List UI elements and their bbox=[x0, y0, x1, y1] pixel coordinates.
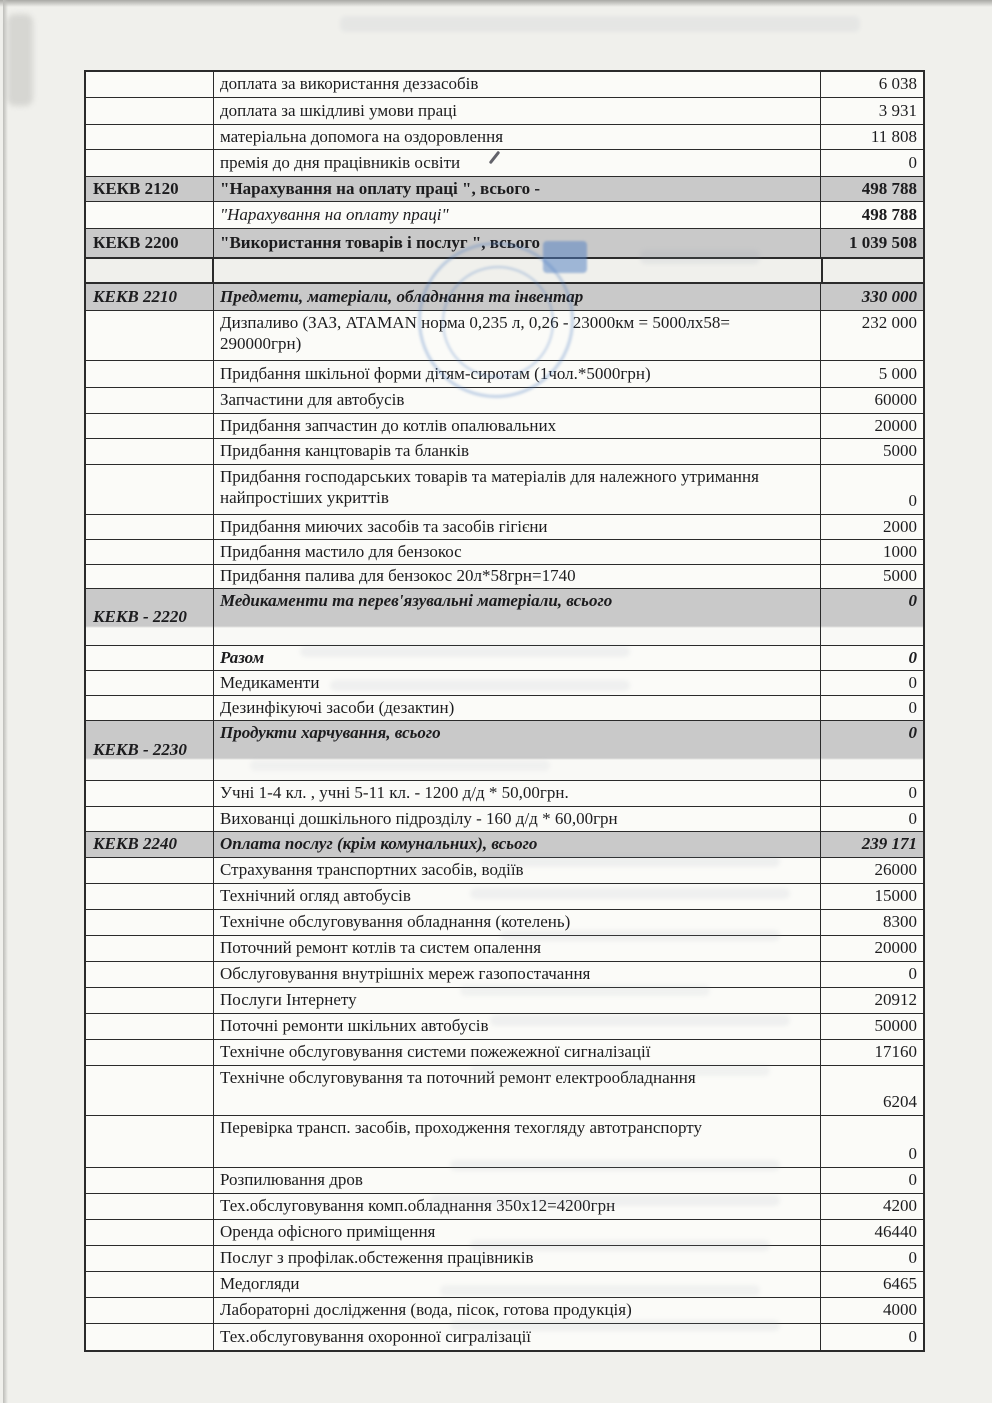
scan-edge-left bbox=[3, 0, 8, 1403]
description-cell: Оплата послуг (крім комунальних), всього bbox=[214, 832, 821, 857]
description-cell: Придбання шкільної форми дітям-сиротам (1чол.*5000грн) bbox=[214, 361, 821, 387]
amount-cell: 1000 bbox=[883, 541, 917, 561]
table-row bbox=[86, 858, 923, 884]
description-cell: матеріальна допомога на оздоровлення bbox=[214, 125, 821, 149]
amount-cell: 330 000 bbox=[861, 286, 917, 306]
amount-cell: 0 bbox=[908, 964, 917, 984]
table-row bbox=[86, 884, 923, 910]
code-cell bbox=[86, 1066, 214, 1115]
description-cell: Послуг з профілак.обстеження працівників bbox=[214, 1246, 821, 1271]
table-row bbox=[86, 229, 923, 257]
amount-cell: 6 038 bbox=[878, 74, 917, 94]
code-cell bbox=[86, 439, 214, 464]
code-cell bbox=[86, 1168, 214, 1193]
code-cell bbox=[86, 696, 214, 720]
amount-cell: 0 bbox=[908, 783, 917, 803]
code-cell bbox=[86, 311, 214, 360]
description-cell: Послуги Інтернету bbox=[214, 988, 821, 1013]
amount-cell: 26000 bbox=[874, 860, 917, 880]
description-cell: Технічний огляд автобусів bbox=[214, 884, 821, 909]
code-cell bbox=[86, 515, 214, 539]
description-cell: Лабораторні дослідження (вода, пісок, готова продукція) bbox=[214, 1298, 821, 1323]
description-cell: Придбання миючих засобів та засобів гігієни bbox=[214, 515, 821, 539]
table-row bbox=[86, 988, 923, 1014]
table-row bbox=[86, 1220, 923, 1246]
code-cell bbox=[86, 361, 214, 387]
table-row bbox=[86, 721, 923, 781]
code-cell bbox=[86, 858, 214, 883]
amount-cell: 60000 bbox=[874, 390, 917, 410]
table-row bbox=[86, 98, 923, 125]
description-cell: Дезинфікуючі засоби (дезактин) bbox=[214, 696, 821, 720]
code-cell bbox=[86, 540, 214, 564]
code-cell: КЕКВ - 2220 bbox=[86, 589, 214, 645]
table-row bbox=[86, 1014, 923, 1040]
amount-cell: 6204 bbox=[883, 1092, 917, 1112]
code-cell: КЕКВ 2200 bbox=[86, 229, 214, 257]
code-cell: КЕКВ 2210 bbox=[86, 284, 214, 310]
description-cell: "Використання товарів і послуг ", всього bbox=[214, 229, 821, 257]
code-cell bbox=[86, 1014, 214, 1039]
code-cell bbox=[86, 671, 214, 695]
amount-cell: 0 bbox=[908, 697, 917, 717]
amount-cell: 0 bbox=[908, 1248, 917, 1268]
description-cell: Поточні ремонти шкільних автобусів bbox=[214, 1014, 821, 1039]
code-cell bbox=[86, 150, 214, 176]
description-cell: Придбання господарських товарів та матеріалів для належного утримання найпростіших укриттів bbox=[214, 465, 821, 514]
table-row bbox=[86, 1246, 923, 1272]
amount-cell: 0 bbox=[908, 723, 917, 742]
scan-edge-top bbox=[0, 0, 992, 7]
amount-cell: 20000 bbox=[874, 415, 917, 435]
code-cell bbox=[86, 936, 214, 961]
description-cell: Тех.обслуговування охоронної сигралізації bbox=[214, 1324, 821, 1350]
table-row bbox=[86, 1272, 923, 1298]
code-cell bbox=[86, 125, 214, 149]
description-cell: Поточний ремонт котлів та систем опалення bbox=[214, 936, 821, 961]
description-cell: Предмети, матеріали, обладнання та інвентар bbox=[214, 284, 821, 310]
code-cell: КЕКВ - 2230 bbox=[86, 721, 214, 780]
table-row bbox=[86, 832, 923, 858]
table-row bbox=[86, 1066, 923, 1116]
table-row bbox=[86, 439, 923, 465]
table-row bbox=[86, 589, 923, 646]
amount-cell: 0 bbox=[908, 1326, 917, 1346]
description-cell: Медикаменти та перев'язувальні матеріали, всього bbox=[214, 589, 821, 645]
table-row bbox=[86, 540, 923, 565]
code-cell bbox=[86, 988, 214, 1013]
amount-cell: 5 000 bbox=[878, 363, 917, 383]
table-row bbox=[86, 177, 923, 202]
description-cell: Технічне обслуговування обладнання (котелень) bbox=[214, 910, 821, 935]
code-cell bbox=[86, 565, 214, 588]
code-cell bbox=[86, 1324, 214, 1350]
amount-cell: 498 788 bbox=[861, 204, 917, 224]
description-cell: Учні 1-4 кл. , учні 5-11 кл. - 1200 д/д * 50,00грн. bbox=[214, 781, 821, 806]
table-row bbox=[86, 515, 923, 540]
table-row bbox=[86, 388, 923, 414]
code-cell bbox=[86, 388, 214, 413]
table-row bbox=[86, 807, 923, 832]
amount-cell: 11 808 bbox=[870, 126, 917, 146]
description-cell: "Нарахування на оплату праці ", всього - bbox=[214, 177, 821, 201]
gap-vertical-rule bbox=[821, 259, 823, 282]
amount-cell: 3 931 bbox=[878, 100, 917, 120]
description-cell: Придбання мастило для бензокос bbox=[214, 540, 821, 564]
scan-corner-smudge bbox=[7, 14, 33, 106]
description-cell: Медогляди bbox=[214, 1272, 821, 1297]
description-cell: Придбання палива для бензокос 20л*58грн=1740 bbox=[214, 565, 821, 588]
table-row bbox=[86, 1324, 923, 1350]
description-cell: Медикаменти bbox=[214, 671, 821, 695]
amount-cell: 5000 bbox=[883, 566, 917, 586]
amount-cell: 0 bbox=[908, 491, 917, 511]
code-cell: КЕКВ 2120 bbox=[86, 177, 214, 201]
table-row bbox=[86, 1116, 923, 1168]
description-cell: Запчастини для автобусів bbox=[214, 388, 821, 413]
table-row bbox=[86, 962, 923, 988]
bleed-through-smudge bbox=[340, 16, 860, 32]
code-cell bbox=[86, 414, 214, 438]
code-cell bbox=[86, 807, 214, 831]
budget-document bbox=[84, 70, 925, 1352]
amount-cell: 1 039 508 bbox=[849, 232, 917, 252]
amount-cell: 239 171 bbox=[861, 834, 917, 854]
code-cell bbox=[86, 72, 214, 97]
description-cell: Вихованці дошкільного підрозділу - 160 д/д * 60,00грн bbox=[214, 807, 821, 831]
amount-cell: 15000 bbox=[874, 886, 917, 906]
code-cell bbox=[86, 202, 214, 228]
description-cell: Тех.обслуговування комп.обладнання 350х12=4200грн bbox=[214, 1194, 821, 1219]
description-cell: "Нарахування на оплату праці" bbox=[214, 202, 821, 228]
amount-cell: 0 bbox=[908, 672, 917, 692]
table-row bbox=[86, 910, 923, 936]
amount-cell: 17160 bbox=[874, 1042, 917, 1062]
amount-cell: 0 bbox=[908, 647, 917, 667]
description-cell: Продукти харчування, всього bbox=[214, 721, 821, 780]
amount-cell: 5000 bbox=[883, 441, 917, 461]
table-row bbox=[86, 72, 923, 98]
description-cell: Обслуговування внутрішніх мереж газопостачання bbox=[214, 962, 821, 987]
description-cell: Технічне обслуговування та поточний ремонт електрообладнання bbox=[214, 1066, 821, 1115]
code-cell bbox=[86, 1116, 214, 1167]
code-cell bbox=[86, 1220, 214, 1245]
table-row bbox=[86, 414, 923, 439]
table-row bbox=[86, 1168, 923, 1194]
description-cell: Придбання запчастин до котлів опалювальних bbox=[214, 414, 821, 438]
amount-cell: 6465 bbox=[883, 1274, 917, 1294]
table-row bbox=[86, 671, 923, 696]
amount-cell: 0 bbox=[908, 1144, 917, 1164]
table-row bbox=[86, 565, 923, 589]
code-cell bbox=[86, 465, 214, 514]
table-row bbox=[86, 361, 923, 388]
table-row bbox=[86, 696, 923, 721]
table-row bbox=[86, 284, 923, 311]
description-cell: Технічне обслуговування системи пожежежної сигналізації bbox=[214, 1040, 821, 1065]
description-cell: премія до дня працівників освіти bbox=[214, 150, 821, 176]
description-cell: Дизпаливо (ЗАЗ, ATAMAN норма 0,235 л, 0,26 - 23000км = 5000лх58= 290000грн) bbox=[214, 311, 821, 360]
description-cell: Перевірка трансп. засобів, проходження техогляду автотранспорту bbox=[214, 1116, 821, 1167]
code-cell bbox=[86, 1194, 214, 1219]
amount-cell: 20912 bbox=[874, 990, 917, 1010]
code-cell bbox=[86, 962, 214, 987]
code-cell bbox=[86, 1272, 214, 1297]
table-row bbox=[86, 150, 923, 177]
code-cell bbox=[86, 910, 214, 935]
budget-table-main bbox=[84, 282, 925, 1352]
description-cell: Придбання канцтоварів та бланків bbox=[214, 439, 821, 464]
amount-cell: 0 bbox=[908, 152, 917, 172]
description-cell: Оренда офісного приміщення bbox=[214, 1220, 821, 1245]
table-row bbox=[86, 465, 923, 515]
description-cell: доплата за шкідливі умови праці bbox=[214, 98, 821, 124]
description-cell: доплата за використання деззасобів bbox=[214, 72, 821, 97]
code-cell bbox=[86, 1040, 214, 1065]
code-cell bbox=[86, 884, 214, 909]
amount-cell: 0 bbox=[908, 1170, 917, 1190]
amount-cell: 4200 bbox=[883, 1196, 917, 1216]
table-row bbox=[86, 1194, 923, 1220]
table-row bbox=[86, 646, 923, 671]
code-cell bbox=[86, 98, 214, 124]
table-row bbox=[86, 125, 923, 150]
description-cell: Страхування транспортних засобів, водіїв bbox=[214, 858, 821, 883]
budget-table-top bbox=[84, 70, 925, 259]
code-cell bbox=[86, 781, 214, 806]
table-row bbox=[86, 311, 923, 361]
table-row bbox=[86, 1040, 923, 1066]
amount-cell: 46440 bbox=[874, 1222, 917, 1242]
amount-cell: 0 bbox=[908, 591, 917, 610]
amount-cell: 2000 bbox=[883, 516, 917, 536]
table-row bbox=[86, 1298, 923, 1324]
amount-cell: 498 788 bbox=[861, 178, 917, 198]
code-cell bbox=[86, 1298, 214, 1323]
table-row bbox=[86, 781, 923, 807]
amount-cell: 8300 bbox=[883, 912, 917, 932]
amount-cell: 50000 bbox=[874, 1016, 917, 1036]
amount-cell: 4000 bbox=[883, 1300, 917, 1320]
table-row bbox=[86, 202, 923, 229]
amount-cell: 232 000 bbox=[861, 313, 917, 332]
code-cell bbox=[86, 646, 214, 670]
amount-cell: 0 bbox=[908, 808, 917, 828]
amount-cell: 20000 bbox=[874, 938, 917, 958]
description-cell: Розпилювання дров bbox=[214, 1168, 821, 1193]
gap-vertical-rule bbox=[212, 259, 214, 282]
table-gap bbox=[84, 259, 925, 282]
table-row bbox=[86, 936, 923, 962]
description-cell: Разом bbox=[214, 646, 821, 670]
code-cell: КЕКВ 2240 bbox=[86, 832, 214, 857]
code-cell bbox=[86, 1246, 214, 1271]
